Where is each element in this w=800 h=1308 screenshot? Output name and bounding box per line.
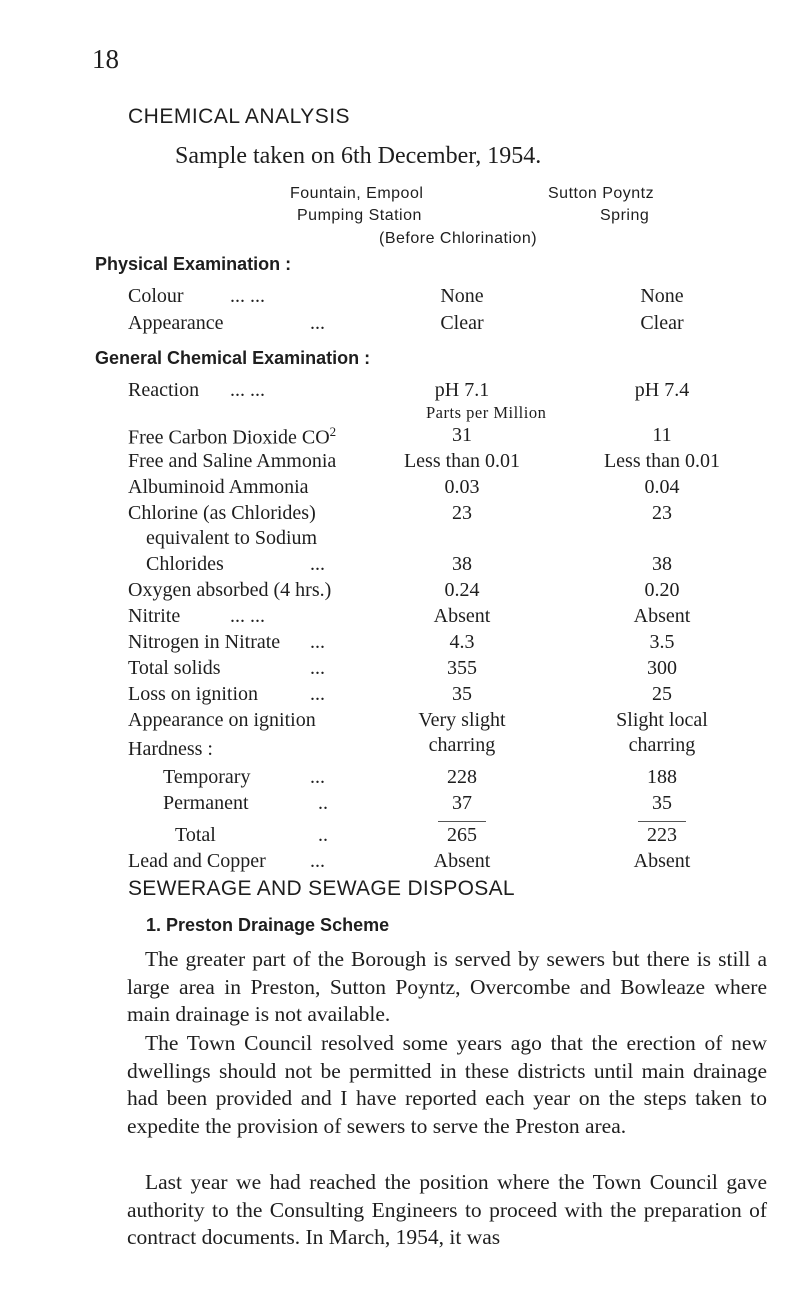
- sum-rule-col1: [438, 821, 486, 822]
- column-heading-sutton-poyntz: Sutton Poyntz: [548, 185, 655, 202]
- row-label-appearance-on-ignition: Appearance on ignition: [128, 709, 316, 731]
- section-heading-chemical-analysis: CHEMICAL ANALYSIS: [128, 105, 351, 128]
- value-col1-colour: None: [440, 285, 484, 307]
- leader-dots: ... ...: [230, 379, 265, 401]
- sum-rule-col2: [638, 821, 686, 822]
- value-col1-total-solids: 355: [447, 657, 477, 679]
- row-label-chlorine-continued: equivalent to Sodium: [146, 527, 318, 549]
- leader-dots: ...: [310, 683, 325, 705]
- value-col2-appearance-on-ignition-2: charring: [628, 734, 696, 756]
- value-col1-nitrogen-nitrate: 4.3: [449, 631, 475, 653]
- leader-dots: ...: [310, 766, 325, 788]
- leader-dots: ...: [310, 553, 325, 575]
- value-col2-appearance: Clear: [640, 312, 684, 334]
- leader-dots: ..: [318, 792, 328, 814]
- value-col1-permanent: 37: [452, 792, 472, 814]
- value-col2-chlorides: 38: [652, 553, 672, 575]
- row-label-nitrogen-nitrate: Nitrogen in Nitrate: [128, 631, 281, 653]
- row-label-saline-ammonia: Free and Saline Ammonia: [128, 450, 337, 472]
- row-label-albuminoid-ammonia: Albuminoid Ammonia: [128, 476, 309, 498]
- value-col1-nitrite: Absent: [433, 605, 491, 627]
- value-col1-lead-copper: Absent: [433, 850, 491, 872]
- value-col2-nitrogen-nitrate: 3.5: [649, 631, 675, 653]
- row-label-total: Total: [175, 824, 216, 846]
- chemical-examination-heading: General Chemical Examination :: [95, 348, 371, 368]
- value-col2-appearance-on-ignition: Slight local: [616, 709, 708, 731]
- row-label-text: Free Carbon Dioxide CO: [128, 426, 330, 449]
- row-label-lead-copper: Lead and Copper: [128, 850, 266, 872]
- value-col1-loss-on-ignition: 35: [452, 683, 472, 705]
- row-label-temporary: Temporary: [163, 766, 251, 788]
- value-col2-nitrite: Absent: [633, 605, 691, 627]
- leader-dots: ... ...: [230, 605, 265, 627]
- value-col1-saline-ammonia: Less than 0.01: [403, 450, 521, 472]
- value-col1-appearance-on-ignition: Very slight: [418, 709, 506, 731]
- value-col1-appearance: Clear: [440, 312, 484, 334]
- sewerage-heading: SEWERAGE AND SEWAGE DISPOSAL: [128, 877, 515, 900]
- value-col2-total-solids: 300: [647, 657, 677, 679]
- leader-dots: ...: [310, 850, 325, 872]
- value-col2-chlorine: 23: [652, 502, 672, 524]
- preston-drainage-subheading: 1. Preston Drainage Scheme: [146, 915, 390, 935]
- paragraph-3: Last year we had reached the position where the Town Council gave authority to the Consulting Engineers to proceed with the preparation of contract documents. In March, 1954, it was: [127, 1170, 767, 1249]
- value-col2-colour: None: [640, 285, 684, 307]
- column-heading-spring: Spring: [600, 207, 650, 224]
- leader-dots: ...: [310, 312, 325, 334]
- value-col2-free-co2: 11: [652, 424, 672, 446]
- hardness-heading: Hardness :: [128, 738, 213, 760]
- row-label-nitrite: Nitrite: [128, 605, 181, 627]
- row-label-free-co2: [128, 424, 336, 450]
- leader-dots: ... ...: [230, 285, 265, 307]
- value-col2-permanent: 35: [652, 792, 672, 814]
- physical-examination-heading: Physical Examination :: [95, 254, 292, 274]
- value-col2-oxygen-absorbed: 0.20: [644, 579, 680, 601]
- value-col1-total: 265: [447, 824, 477, 846]
- row-label-loss-on-ignition: Loss on ignition: [128, 683, 259, 705]
- column-heading-fountain: Fountain, Empool: [290, 185, 424, 202]
- row-label-colour: Colour: [128, 285, 184, 307]
- paragraph-2: The Town Council resolved some years ago that the erection of new dwellings should not be permitted in these districts until main drainage had been provided and I have reported each year on the steps taken to expedite the provision of sewers to serve the Preston area.: [127, 1031, 767, 1138]
- co2-subscript-2: 2: [329, 424, 337, 439]
- value-col2-temporary: 188: [647, 766, 677, 788]
- value-col2-lead-copper: Absent: [633, 850, 691, 872]
- row-label-total-solids: Total solids: [128, 657, 221, 679]
- value-col1-reaction: pH 7.1: [434, 379, 490, 401]
- value-col2-saline-ammonia: Less than 0.01: [603, 450, 721, 472]
- value-col1-chlorides: 38: [452, 553, 472, 575]
- column-heading-pumping-station: Pumping Station: [297, 207, 422, 224]
- value-col1-appearance-on-ignition-2: charring: [428, 734, 496, 756]
- row-label-chlorides: Chlorides: [146, 553, 224, 575]
- value-col2-albuminoid-ammonia: 0.04: [644, 476, 680, 498]
- value-col2-reaction: pH 7.4: [634, 379, 690, 401]
- row-label-appearance: Appearance: [128, 312, 224, 334]
- leader-dots: ...: [310, 657, 325, 679]
- row-label-permanent: Permanent: [163, 792, 249, 814]
- row-label-oxygen-absorbed: Oxygen absorbed (4 hrs.): [128, 579, 332, 601]
- value-col1-temporary: 228: [447, 766, 477, 788]
- value-col2-total: 223: [647, 824, 677, 846]
- value-col1-albuminoid-ammonia: 0.03: [444, 476, 480, 498]
- sample-date-line: Sample taken on 6th December, 1954.: [175, 143, 542, 169]
- leader-dots: ...: [310, 631, 325, 653]
- page-number: 18: [92, 44, 119, 74]
- units-label: Parts per Million: [426, 403, 547, 422]
- row-label-reaction: Reaction: [128, 379, 200, 401]
- value-col1-chlorine: 23: [452, 502, 472, 524]
- leader-dots: ..: [318, 824, 328, 846]
- row-label-chlorine: Chlorine (as Chlorides): [128, 502, 316, 524]
- paragraph-1: The greater part of the Borough is served by sewers but there is still a large area in Preston, Sutton Poyntz, Overcombe and Bowleaze where main drainage is not available.: [127, 947, 767, 1026]
- value-col1-free-co2: 31: [452, 424, 472, 446]
- chlorination-note: (Before Chlorination): [379, 230, 538, 247]
- value-col1-oxygen-absorbed: 0.24: [444, 579, 480, 601]
- value-col2-loss-on-ignition: 25: [652, 683, 672, 705]
